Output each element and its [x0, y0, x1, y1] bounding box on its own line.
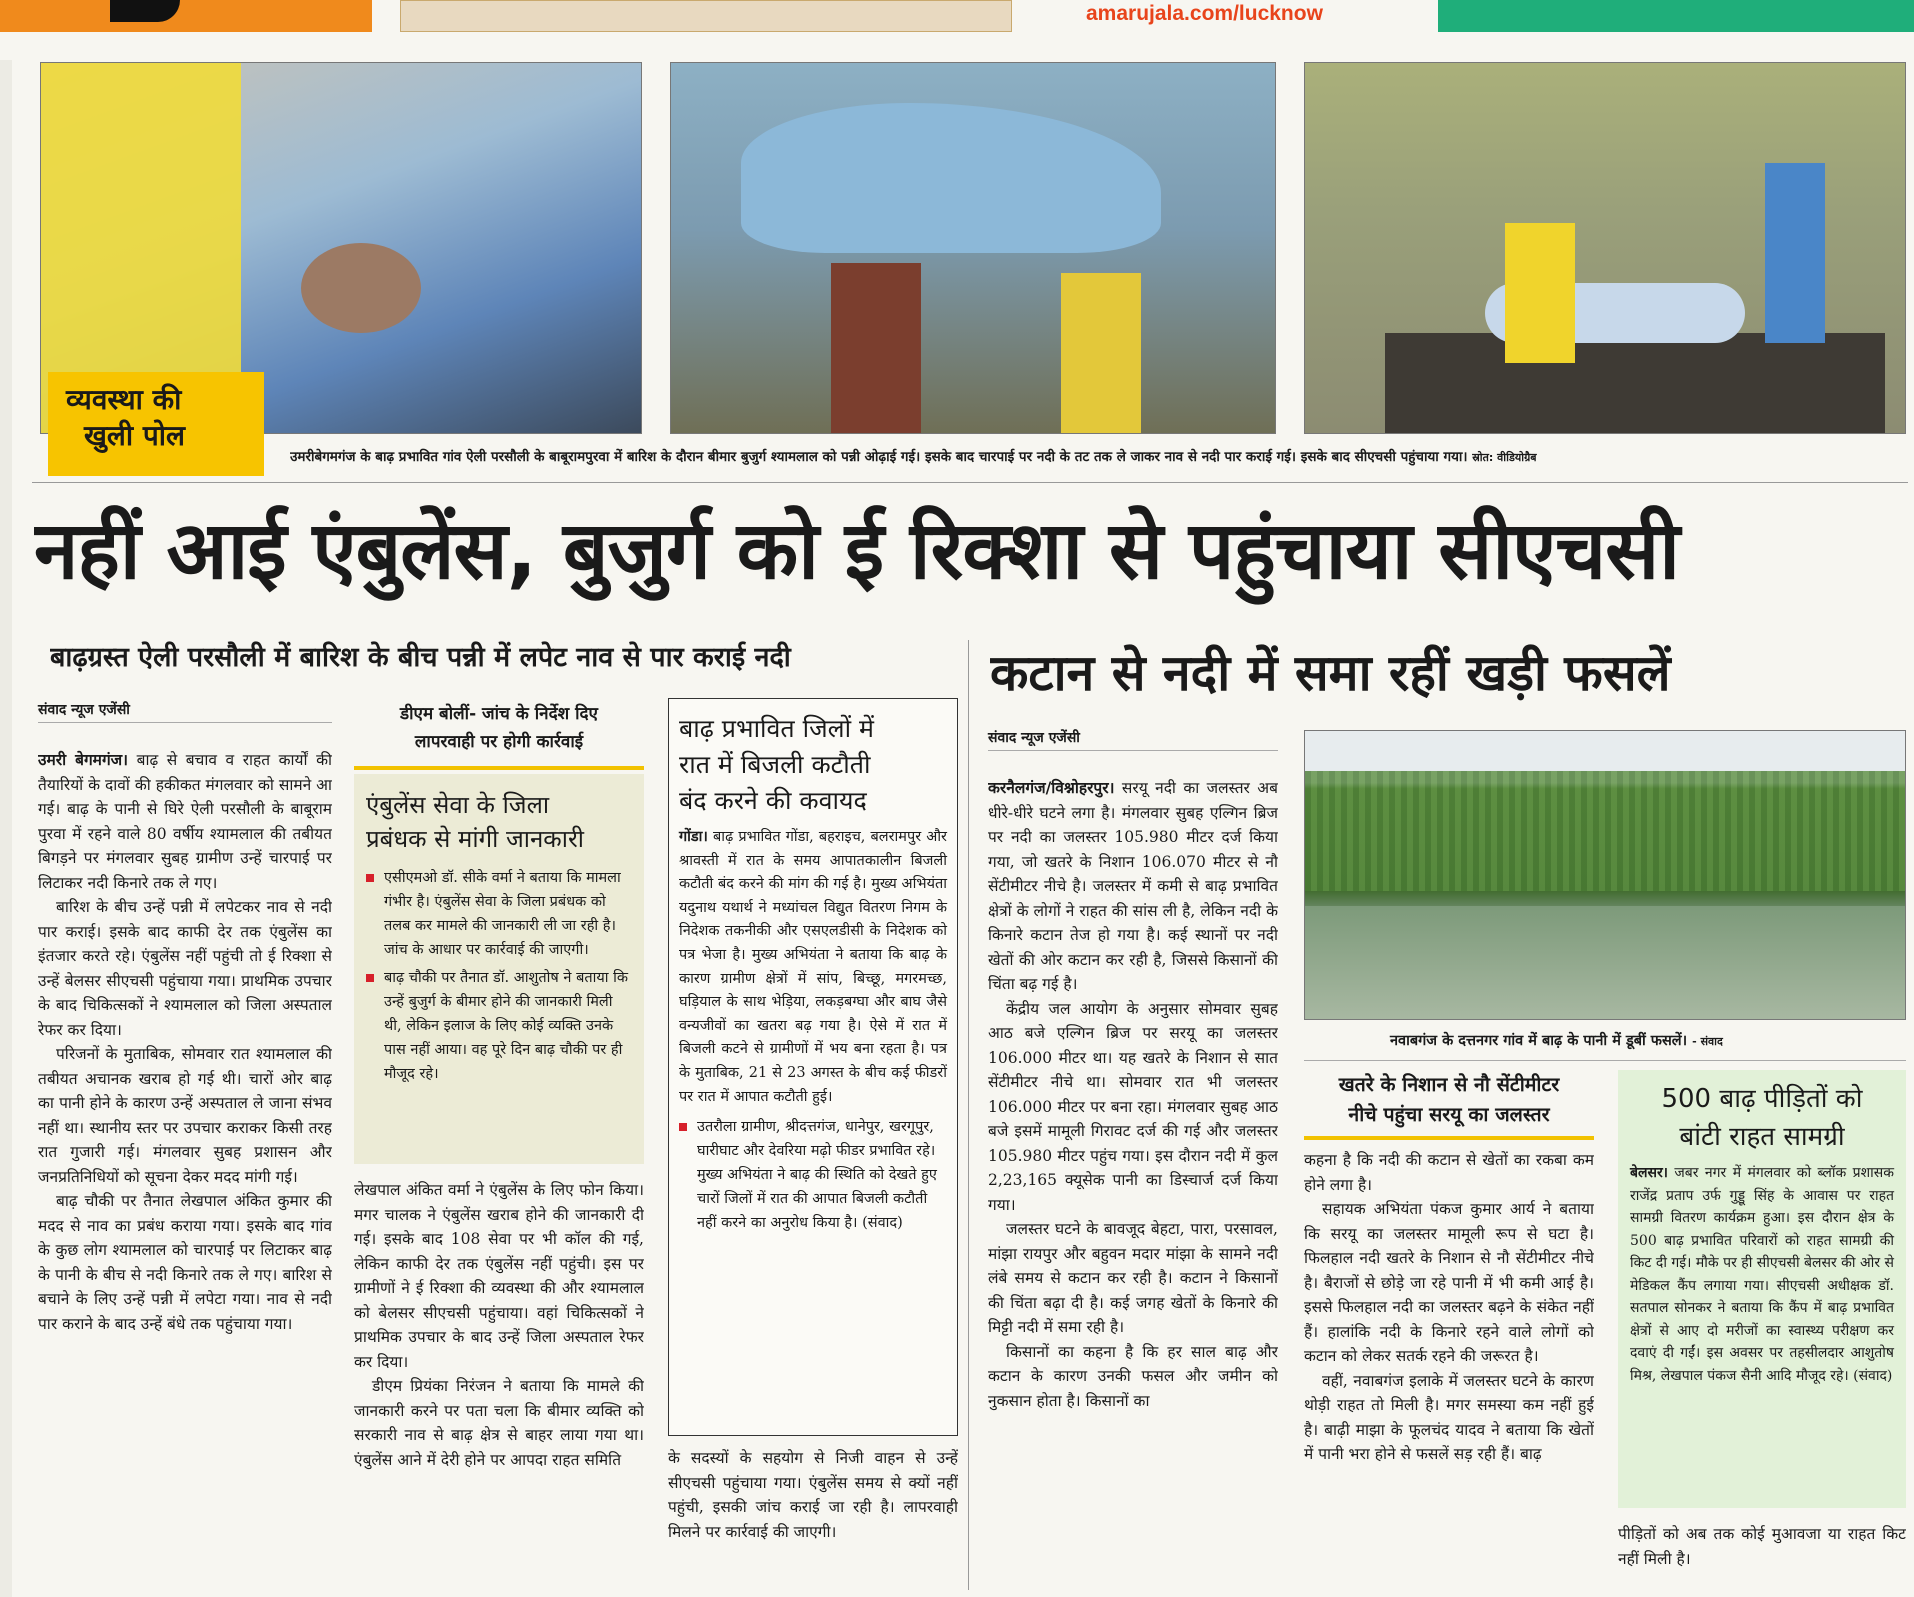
power-box-bullet: उतरौला ग्रामीण, श्रीदत्तगंज, धानेपुर, खरगूपुर, घारीघाट और देवरिया मढ़ो फीडर प्रभावित रहे। मुख्य अभियंता ने बाढ़ की स्थिति को देखते हुए चारों जिलों में रात की आपात बिजली कटौती नहीं करने का अनुरोध किया है। (संवाद) — [679, 1115, 947, 1235]
ambulance-bullet-2: बाढ़ चौकी पर तैनात डॉ. आशुतोष ने बताया कि उन्हें बुजुर्ग के बीमार होने की जानकारी मिली थी, लेकिन इलाज के लिए कोई व्यक्ति उनके पास नहीं आया। वह पूरे दिन बाढ़ चौकी पर ही मौजूद रहे। — [366, 966, 632, 1086]
agency-byline-2: संवाद न्यूज एजेंसी — [988, 730, 1080, 746]
main-subheadline: बाढ़ग्रस्त ऐली परसौली में बारिश के बीच पन्नी में लपेट नाव से पार कराई नदी — [50, 642, 791, 673]
second-story-col-b: कहना है कि नदी की कटान से खेतों का रकबा कम होने लगा है। सहायक अभियंता पंकज कुमार आर्य ने बताया कि सरयू का जलस्तर मामूली रूप से घटा है। फिलहाल नदी खतरे के निशान से नौ सेंटीमीटर नीचे है। बैराजों से छोड़े जा रहे पानी में भी कमी आई है। इससे फिलहाल नदी का जलस्तर बढ़ने के संकेत नहीं हैं। हालांकि नदी के किनारे रहने वाले लोगों को कटान को लेकर सतर्क रहने की जरूरत है। वहीं, नवाबगंज इलाके में जलस्तर घटने के कारण थोड़ी राहत तो मिली है। मगर समस्या कम नहीं हुई है। बाढ़ी माझा के फूलचंद यादव ने बताया कि खेतों में पानी भरा होने से फसलें सड़ रही हैं। बाढ़ — [1304, 1151, 1594, 1463]
power-cut-box — [668, 698, 958, 1436]
main-story-col3-tail: के सदस्यों के सहयोग से निजी वाहन से उन्हें सीएचसी पहुंचाया गया। एंबुलेंस समय से क्यों नहीं पहुंची, इसकी जांच कराई जा रही है। लापरवाही मिलने पर कार्रवाई की जाएगी। — [668, 1449, 958, 1541]
top-left-banner — [0, 0, 372, 32]
crops-photo-credit: - संवाद — [1692, 1035, 1723, 1048]
ambulance-box-title: एंबुलेंस सेवा के जिला प्रबंधक से मांगी जानकारी — [366, 791, 584, 853]
top-right-banner — [1438, 0, 1914, 32]
relief-box — [1618, 1070, 1906, 1508]
second-headline: कटान से नदी में समा रहीं खड़ी फसलें — [990, 644, 1671, 702]
main-headline: नहीं आई एंबुलेंस, बुजुर्ग को ई रिक्शा से पहुंचाया सीएचसी — [34, 504, 1679, 597]
yellow-divider-2 — [1304, 1136, 1594, 1140]
caption-source: स्रोत: वीडियोग्रैब — [1472, 451, 1537, 464]
photo-caption: उमरीबेगमगंज के बाढ़ प्रभावित गांव ऐली परसौली के बाबूरामपुरवा में बारिश के दौरान बीमार बुजुर्ग श्यामलाल को पन्नी ओढ़ाई गई। इसके बाद चारपाई पर नदी के तट तक ले जाकर नाव से नदी पार कराई गई। इसके बाद सीएचसी पहुंचाया गया। स्रोत: वीडियोग्रैब — [290, 449, 1537, 465]
dm-subheader-line1: डीएम बोलीं- जांच के निर्देश दिए — [400, 704, 598, 724]
water-level-subheader: खतरे के निशान से नौ सेंटीमीटर नीचे पहुंचा सरयू का जलस्तर — [1338, 1073, 1560, 1126]
caption-rule — [1304, 1060, 1906, 1061]
section-divider — [32, 482, 1908, 483]
tag-line-1: व्यवस्था की — [66, 383, 182, 416]
relief-box-body: बेलसर। जबर नगर में मंगलवार को ब्लॉक प्रशासक राजेंद्र प्रताप उर्फ गुड्डू सिंह के आवास पर राहत सामग्री वितरण कार्यक्रम हुआ। इस दौरान क्षेत्र के 500 बाढ़ प्रभावित परिवारों को राहत सामग्री की किट दी गई। मौके पर ही सीएचसी बेलसर की ओर से मेडिकल कैंप लगाया गया। सीएचसी अधीक्षक डॉ. सतपाल सोनकर ने बताया कि कैंप में बाढ़ प्रभावित क्षेत्रों से आए दो मरीजों का स्वास्थ्य परीक्षण कर दवाएं दी गईं। इस अवसर पर तहसीलदार आशुतोष मिश्र, लेखपाल पंकज सैनी आदि मौजूद रहे। (संवाद) — [1630, 1165, 1894, 1384]
crops-photo-caption: नवाबगंज के दत्तनगर गांव में बाढ़ के पानी में डूबीं फसलें। - संवाद — [1390, 1033, 1723, 1049]
agency-byline-1: संवाद न्यूज एजेंसी — [38, 702, 130, 718]
left-edge-clipped-column — [0, 60, 12, 1597]
power-box-title: बाढ़ प्रभावित जिलों में रात में बिजली कटौती बंद करने की कवायद — [679, 714, 874, 815]
yellow-divider — [354, 766, 644, 770]
main-story-col1: उमरी बेगमगंज। बाढ़ से बचाव व राहत कार्यों की तैयारियों के दावों की हकीकत मंगलवार को सामने आ गई। बाढ़ के पानी से घिरे ऐली परसौली के बाबूराम पुरवा में रहने वाले 80 वर्षीय श्यामलाल की तबीयत बिगड़ने पर मंगलवार सुबह ग्रामीण उन्हें चारपाई पर लिटाकर नदी किनारे तक ले गए। बारिश के बीच उन्हें पन्नी में लपेटकर नाव से नदी पार कराई। इसके बाद काफी देर तक एंबुलेंस का इंतजार करते रहे। एंबुलेंस नहीं पहुंची तो ई रिक्शा से उन्हें बेलसर सीएचसी पहुंचाया गया। प्राथमिक उपचार के बाद चिकित्सकों ने श्यामलाल को जिला अस्पताल रेफर कर दिया। परिजनों के मुताबिक, सोमवार रात श्यामलाल की तबीयत अचानक खराब हो गई थी। चारों ओर बाढ़ का पानी होने के कारण उन्हें अस्पताल ले जाना संभव नहीं था। स्थानीय स्तर पर उपचार कराकर किसी तरह रात गुजारी गई। मंगलवार सुबह प्रशासन और जनप्रतिनिधियों को सूचना देकर मदद मांगी गई। बाढ़ चौकी पर तैनात लेखपाल अंकित कुमार की मदद से नाव का प्रबंध कराया गया। इसके बाद गांव के कुछ लोग श्यामलाल को चारपाई पर लिटाकर बाढ़ के पानी के बीच से नदी किनारे तक ले गए। बारिश से बचाने के लिए उन्हें पन्नी में लपेटा गया। नाव से नदी पार कराने के बाद उन्हें बंधे तक पहुंचाया गया। — [38, 750, 332, 1333]
banner-black-shape — [110, 0, 180, 22]
dm-subheader — [354, 700, 644, 756]
ambulance-bullet-1: एसीएमओ डॉ. सीके वर्मा ने बताया कि मामला गंभीर है। एंबुलेंस सेवा के जिला प्रबंधक को तलब कर मामले की जानकारी ली जा रही है। जांच के आधार पर कार्रवाई की जाएगी। — [366, 866, 632, 962]
second-story-col-a: करनैलगंज/विश्नोहरपुर। सरयू नदी का जलस्तर अब धीरे-धीरे घटने लगा है। मंगलवार सुबह एल्गिन ब्रिज पर नदी का जलस्तर 105.980 मीटर दर्ज किया गया, जो खतरे के निशान 106.070 मीटर से नौ सेंटीमीटर नीचे है। जलस्तर में कमी से बाढ़ प्रभावित क्षेत्रों के लोगों ने राहत की सांस ली है, लेकिन नदी के किनारे कटान तेज हो गया है। कई स्थानों पर नदी खेतों की ओर कटान कर रही है, जिससे किसानों की चिंता बढ़ गई है। केंद्रीय जल आयोग के अनुसार सोमवार सुबह आठ बजे एल्गिन ब्रिज पर सरयू का जलस्तर 106.000 मीटर था। यह खतरे के निशान से सात सेंटीमीटर नीचे था। सोमवार रात भी जलस्तर 106.000 मीटर पर बना रहा। मंगलवार सुबह आठ बजे इसमें मामूली गिरावट दर्ज की गई और जलस्तर 105.980 मीटर पहुंच गया। इस दौरान नदी में कुल 2,23,165 क्यूसेक पानी का डिस्चार्ज दर्ज किया गया। जलस्तर घटने के बावजूद बेहटा, पारा, परसावल, मांझा रायपुर और बहुवन मदार मांझा के सामने नदी लंबे समय से कटान कर रही है। कटान ने किसानों की चिंता बढ़ा दी है। कई जगह खेतों के किनारे की मिट्टी नदी में समा रही है। किसानों का कहना है कि हर साल बाढ़ और कटान के कारण उनकी फसल और जमीन को नुकसान होता है। किसानों का — [988, 778, 1278, 1410]
tag-line-2: खुली पोल — [84, 419, 186, 452]
photo-tag — [48, 372, 264, 476]
ambulance-info-box — [354, 774, 644, 1164]
photo-flooded-crops — [1304, 730, 1906, 1020]
masthead-url[interactable]: amarujala.com/lucknow — [1086, 2, 1323, 25]
main-story-col2: लेखपाल अंकित वर्मा ने एंबुलेंस के लिए फोन किया। मगर चालक ने एंबुलेंस खराब होने की जानकारी दी गई। इसके बाद 108 सेवा पर भी कॉल की गई, लेकिन काफी देर तक एंबुलेंस नहीं पहुंची। इस पर ग्रामीणों ने ई रिक्शा की व्यवस्था की और श्यामलाल को बेलसर सीएचसी पहुंचाया। वहां चिकित्सकों ने प्राथमिक उपचार के बाद उन्हें जिला अस्पताल रेफर कर दिया। डीएम प्रियंका निरंजन ने बताया कि मामले की जानकारी करने पर पता चला कि बीमार व्यक्ति को सरकारी नाव से बाढ़ क्षेत्र से बाहर लाया गया था। एंबुलेंस आने में देरी होने पर आपदा राहत समिति — [354, 1181, 644, 1469]
byline-rule — [38, 722, 332, 723]
story-divider — [968, 640, 969, 1590]
power-box-body: गोंडा। बाढ़ प्रभावित गोंडा, बहराइच, बलरामपुर और श्रावस्ती में रात के समय आपातकालीन बिजली कटौती बंद करने की मांग की गई है। मुख्य अभियंता यदुनाथ यथार्थ ने मध्यांचल विद्युत वितरण निगम के निदेशक तकनीकी और एसएलडीसी के निदेशक को पत्र भेजा है। मुख्य अभियंता ने बताया कि बाढ़ के कारण ग्रामीण क्षेत्रों में सांप, बिच्छू, मगरमच्छ, घड़ियाल के साथ भेड़िया, लकड़बग्घा और बाघ जैसे वन्यजीवों का खतरा बढ़ गया है। ऐसे में रात में बिजली कटने से ग्रामीणों में भय बना रहता है। पत्र के मुताबिक, 21 से 23 अगस्त के बीच कई फीडरों पर रात में आपात कटौती हुई। — [679, 828, 947, 1105]
photo-men-with-tarp — [670, 62, 1276, 434]
relief-box-title: 500 बाढ़ पीड़ितों को बांटी राहत सामग्री — [1661, 1084, 1863, 1152]
top-center-ad — [400, 0, 1012, 32]
second-story-col-c-tail: पीड़ितों को अब तक कोई मुआवजा या राहत किट नहीं मिली है। — [1618, 1525, 1906, 1568]
byline-rule-2 — [988, 750, 1278, 751]
photo-boat-crossing — [1304, 62, 1906, 434]
dm-subheader-line2: लापरवाही पर होगी कार्रवाई — [414, 732, 584, 752]
